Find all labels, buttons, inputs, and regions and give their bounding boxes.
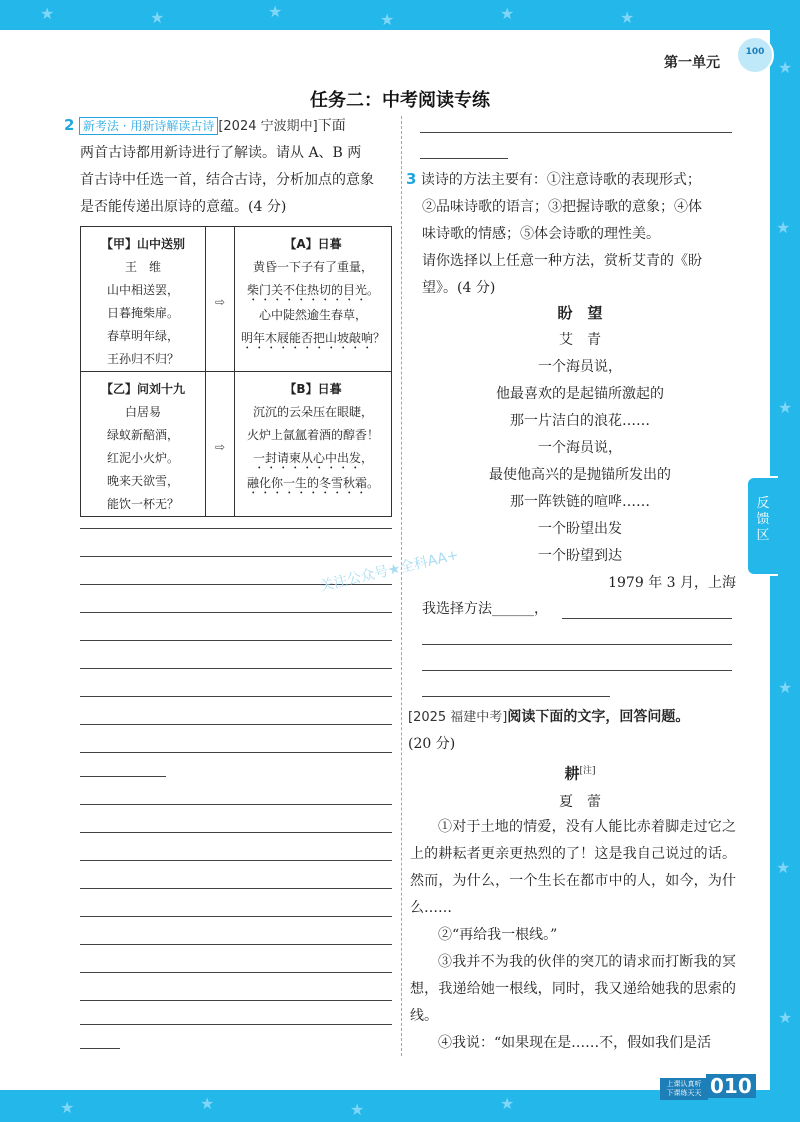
answer-line[interactable] — [80, 640, 392, 641]
star-icon: ★ — [40, 4, 55, 23]
feedback-tab-label: 反馈区 — [756, 496, 770, 543]
poem-line: 那一片洁白的浪花…… — [510, 413, 650, 429]
poem-line: 黄昏一下子有了重量， — [252, 260, 373, 274]
answer-line[interactable] — [80, 1048, 120, 1049]
arrow-icon: ⇨ — [206, 372, 235, 517]
poem-line: 晚来天欲雪， — [106, 474, 179, 488]
question-2 — [64, 112, 396, 221]
poem-line: 他最喜欢的是起锚所激起的 — [496, 386, 664, 402]
star-icon: ★ — [350, 1100, 365, 1119]
poem-title: 【甲】山中送别 — [100, 237, 185, 251]
star-icon: ★ — [150, 8, 165, 27]
question-number: 3 — [406, 170, 417, 188]
poem-line: 一封请柬从心中出发， — [252, 451, 373, 465]
poem-line: 那一阵铁链的喧哗…… — [510, 494, 650, 510]
question-text-line: 两首古诗都用新诗进行了解读。请从 A、B 两 — [80, 145, 362, 161]
answer-line[interactable] — [80, 696, 392, 697]
answer-line[interactable] — [422, 670, 732, 671]
star-icon: ★ — [380, 10, 395, 29]
answer-line[interactable] — [420, 158, 508, 159]
question-text-line: 味诗歌的情感；⑤体会诗歌的理性美。 — [422, 226, 660, 242]
answer-line[interactable] — [80, 528, 392, 529]
poem-comparison-table — [80, 226, 392, 517]
star-icon: ★ — [620, 8, 635, 27]
question-text-line: 读诗的方法主要有：①注意诗歌的表现形式； — [420, 172, 701, 188]
star-icon: ★ — [778, 58, 793, 77]
page-number: 010 — [706, 1074, 756, 1098]
answer-line[interactable] — [80, 724, 392, 725]
reading-instruction: 阅读下面的文字，回答问题。 — [507, 709, 690, 725]
poem-author: 白居易 — [124, 405, 161, 419]
feedback-tab[interactable] — [746, 476, 778, 576]
answer-line[interactable] — [80, 612, 392, 613]
unit-label: 第一单元 — [664, 55, 720, 71]
poem-line: 一个海员说， — [538, 440, 622, 456]
answer-line[interactable] — [80, 1000, 392, 1001]
star-icon: ★ — [776, 218, 791, 237]
poem-title: 【A】日暮 — [284, 237, 342, 251]
poem-line: 能饮一杯无？ — [106, 497, 179, 511]
reading-source: [2025 福建中考] — [408, 710, 508, 725]
question-source: [2024 宁波期中] — [218, 119, 318, 134]
poem-line: 绿蚁新醅酒， — [106, 428, 179, 442]
poem-line: 融化你一生的冬雪秋霜。 — [246, 476, 379, 490]
poem-line: 柴门关不住热切的目光。 — [246, 283, 379, 297]
badge-text: 100 — [745, 47, 765, 57]
star-icon: ★ — [778, 398, 793, 417]
answer-line[interactable] — [422, 644, 732, 645]
poem-title: 【乙】问刘十九 — [100, 382, 185, 396]
poem-date: 1979 年 3 月，上海 — [608, 575, 736, 591]
reading-author: 夏 蕾 — [559, 793, 601, 810]
answer-line[interactable] — [80, 556, 392, 557]
arrow-icon: ⇨ — [206, 227, 235, 372]
poem-line: 一个海员说， — [538, 359, 622, 375]
star-icon: ★ — [200, 1094, 215, 1113]
star-icon: ★ — [776, 858, 791, 877]
poem-line: 最使他高兴的是抛锚所发出的 — [489, 467, 671, 483]
question-text-line: 望》。(4 分) — [422, 280, 496, 296]
reading-paragraph: ①对于土地的情爱，没有人能比赤着脚走过它之上的耕耘者更亲更热烈的了！这是我自己说过的话。然而，为什么，一个生长在都市中的人，如今，为什么…… — [410, 819, 736, 916]
question-text-line: 是否能传递出原诗的意蕴。(4 分) — [80, 199, 287, 215]
poem-author: 王 维 — [124, 260, 161, 274]
reading-paragraph: ②“再给我一根线。” — [438, 927, 558, 943]
answer-line[interactable] — [80, 972, 392, 973]
footer-slogan: 上课认真听 下课练天天 — [660, 1078, 708, 1100]
question-3 — [406, 166, 746, 302]
page-title: 任务二：中考阅读专练 — [310, 90, 490, 111]
poem-title: 盼 望 — [557, 304, 603, 322]
answer-line[interactable] — [80, 888, 392, 889]
watermark-text: 关注公众号★全科AA+ — [318, 547, 461, 595]
column-divider — [401, 116, 402, 1056]
answer-line[interactable] — [80, 1024, 392, 1025]
star-icon: ★ — [60, 1098, 75, 1117]
logo-badge — [736, 36, 774, 74]
reading-score: (20 分) — [408, 736, 456, 752]
poem-line: 火炉上氤氲着酒的醇香！ — [246, 428, 379, 442]
answer-line[interactable] — [420, 132, 732, 133]
reading-note: [注] — [579, 766, 596, 776]
poem-line: 一个盼望到达 — [538, 548, 622, 564]
poem-line: 心中陡然逾生春草， — [258, 308, 367, 322]
answer-line[interactable] — [80, 860, 392, 861]
answer-line[interactable] — [422, 696, 610, 697]
answer-line[interactable] — [80, 752, 392, 753]
question-text-line: ②品味诗歌的语言；③把握诗歌的意象；④体 — [422, 199, 702, 215]
top-band — [0, 0, 800, 30]
poem-panwang — [410, 300, 750, 597]
answer-line[interactable] — [80, 668, 392, 669]
question-tag: 新考法 · 用新诗解读古诗 — [79, 117, 218, 135]
reading-section — [408, 704, 748, 758]
reading-body — [410, 814, 736, 1057]
answer-line[interactable] — [562, 618, 732, 619]
poem-line: 沉沉的云朵压在眼睫， — [252, 405, 373, 419]
answer-line[interactable] — [80, 944, 392, 945]
star-icon: ★ — [500, 1094, 515, 1113]
question-text-line: 下面 — [317, 118, 346, 134]
star-icon: ★ — [778, 1008, 793, 1027]
question-text-line: 请你选择以上任意一种方法，赏析艾青的《盼 — [422, 253, 702, 269]
poem-line: 一个盼望出发 — [538, 521, 622, 537]
poem-line: 王孙归不归？ — [106, 352, 179, 366]
reading-title: 耕 — [564, 764, 580, 783]
answer-line[interactable] — [80, 776, 166, 777]
answer-line[interactable] — [80, 804, 392, 805]
poem-line: 红泥小火炉。 — [106, 451, 179, 465]
poem-title: 【B】日暮 — [284, 382, 342, 396]
answer-line[interactable] — [80, 916, 392, 917]
poem-line: 春草明年绿， — [106, 329, 179, 343]
poem-line: 日暮掩柴扉。 — [106, 306, 179, 320]
reading-paragraph: ④我说：“如果现在是……不，假如我们是活 — [438, 1035, 712, 1051]
poem-line: 山中相送罢， — [106, 283, 179, 297]
question-text-line: 首古诗中任选一首，结合古诗，分析加点的意象 — [80, 172, 374, 188]
poem-author: 艾 青 — [559, 332, 601, 348]
poem-line: 明年木屐能否把山坡敲响？ — [240, 331, 385, 345]
reading-paragraph: ③我并不为我的伙伴的突兀的请求而打断我的冥想，我递给她一根线，同时，我又递给她我的思索的线。 — [410, 954, 736, 1024]
star-icon: ★ — [268, 2, 283, 21]
answer-line[interactable] — [80, 832, 392, 833]
question-number: 2 — [64, 116, 75, 134]
star-icon: ★ — [778, 678, 793, 697]
star-icon: ★ — [500, 4, 515, 23]
answer-prompt: 我选择方法______， — [422, 601, 548, 617]
reading-header — [410, 758, 750, 816]
